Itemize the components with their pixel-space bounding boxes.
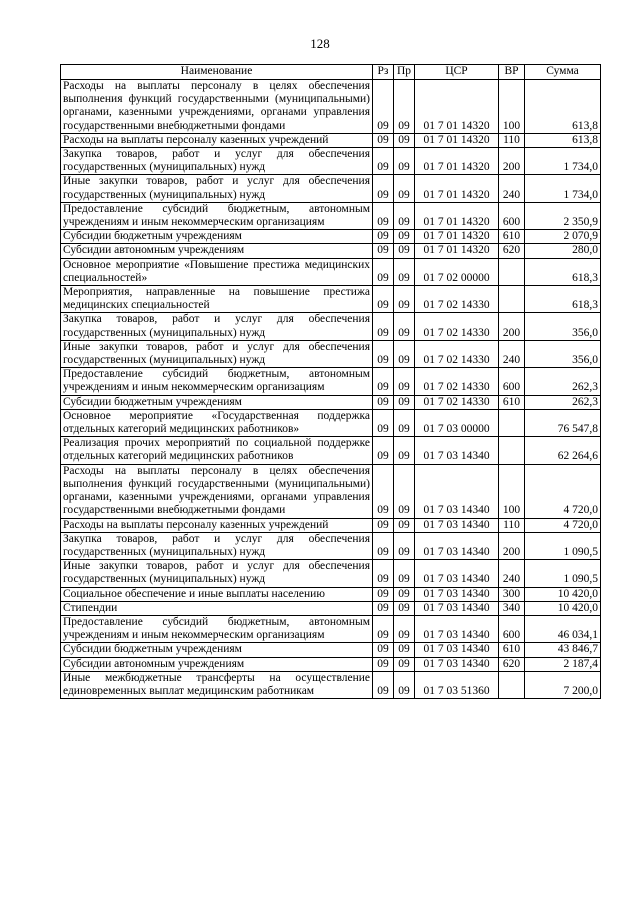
header-vr: ВР — [499, 65, 525, 80]
row-rz-cell: 09 — [373, 409, 394, 436]
row-sum-cell: 10 420,0 — [525, 587, 601, 601]
row-pr-cell: 09 — [394, 244, 415, 258]
row-rz-cell: 09 — [373, 133, 394, 147]
row-name-cell: Иные межбюджетные трансферты на осуществление единовременных выплат медицинским работникам — [61, 671, 373, 698]
row-name-cell: Стипендии — [61, 601, 373, 615]
row-vr-cell — [499, 286, 525, 313]
row-pr-cell: 09 — [394, 313, 415, 340]
row-pr-cell: 09 — [394, 148, 415, 175]
row-name-cell: Расходы на выплаты персоналу в целях обеспечения выполнения функций государственными (муниципальными) органами, казенными учреждениями, органами управления государственными внебюджетными фондами — [61, 464, 373, 518]
row-rz-cell: 09 — [373, 368, 394, 395]
row-csr-cell: 01 7 02 14330 — [415, 286, 499, 313]
row-csr-cell: 01 7 01 14320 — [415, 202, 499, 229]
row-rz-cell: 09 — [373, 437, 394, 464]
table-row — [61, 202, 601, 229]
row-vr-cell: 240 — [499, 340, 525, 367]
row-sum-cell: 618,3 — [525, 258, 601, 285]
row-sum-cell: 76 547,8 — [525, 409, 601, 436]
table-header-row — [61, 65, 601, 80]
table-row — [61, 409, 601, 436]
row-sum-cell: 356,0 — [525, 313, 601, 340]
row-sum-cell: 7 200,0 — [525, 671, 601, 698]
row-pr-cell: 09 — [394, 133, 415, 147]
row-rz-cell: 09 — [373, 80, 394, 134]
row-name-cell: Социальное обеспечение и иные выплаты населению — [61, 587, 373, 601]
row-csr-cell: 01 7 02 00000 — [415, 258, 499, 285]
header-name: Наименование — [61, 65, 373, 80]
row-csr-cell: 01 7 03 14340 — [415, 560, 499, 587]
row-csr-cell: 01 7 02 14330 — [415, 340, 499, 367]
row-csr-cell: 01 7 01 14320 — [415, 133, 499, 147]
row-vr-cell: 200 — [499, 148, 525, 175]
table-row — [61, 601, 601, 615]
row-pr-cell: 09 — [394, 395, 415, 409]
row-name-cell: Расходы на выплаты персоналу казенных учреждений — [61, 133, 373, 147]
row-vr-cell: 200 — [499, 532, 525, 559]
row-pr-cell: 09 — [394, 340, 415, 367]
row-vr-cell — [499, 258, 525, 285]
row-rz-cell: 09 — [373, 244, 394, 258]
header-pr: Пр — [394, 65, 415, 80]
row-name-cell: Закупка товаров, работ и услуг для обеспечения государственных (муниципальных) нужд — [61, 532, 373, 559]
row-csr-cell: 01 7 02 14330 — [415, 313, 499, 340]
row-csr-cell: 01 7 02 14330 — [415, 395, 499, 409]
row-sum-cell: 43 846,7 — [525, 643, 601, 657]
row-sum-cell: 262,3 — [525, 395, 601, 409]
table-row — [61, 148, 601, 175]
row-pr-cell: 09 — [394, 286, 415, 313]
row-pr-cell: 09 — [394, 587, 415, 601]
table-row — [61, 587, 601, 601]
row-pr-cell: 09 — [394, 409, 415, 436]
row-sum-cell: 62 264,6 — [525, 437, 601, 464]
row-vr-cell: 100 — [499, 80, 525, 134]
row-name-cell: Закупка товаров, работ и услуг для обеспечения государственных (муниципальных) нужд — [61, 148, 373, 175]
row-csr-cell: 01 7 01 14320 — [415, 230, 499, 244]
row-vr-cell: 610 — [499, 395, 525, 409]
row-csr-cell: 01 7 03 14340 — [415, 587, 499, 601]
table-row — [61, 532, 601, 559]
row-vr-cell: 620 — [499, 244, 525, 258]
row-csr-cell: 01 7 03 14340 — [415, 601, 499, 615]
row-vr-cell: 200 — [499, 313, 525, 340]
row-vr-cell: 610 — [499, 643, 525, 657]
row-sum-cell: 1 090,5 — [525, 560, 601, 587]
table-row — [61, 286, 601, 313]
row-rz-cell: 09 — [373, 313, 394, 340]
row-name-cell: Иные закупки товаров, работ и услуг для обеспечения государственных (муниципальных) нужд — [61, 175, 373, 202]
row-sum-cell: 2 187,4 — [525, 657, 601, 671]
table-row — [61, 437, 601, 464]
row-vr-cell: 600 — [499, 368, 525, 395]
row-pr-cell: 09 — [394, 532, 415, 559]
row-pr-cell: 09 — [394, 464, 415, 518]
row-pr-cell: 09 — [394, 368, 415, 395]
row-rz-cell: 09 — [373, 643, 394, 657]
row-name-cell: Реализация прочих мероприятий по социальной поддержке отдельных категорий медицинских работников — [61, 437, 373, 464]
row-vr-cell: 240 — [499, 560, 525, 587]
row-csr-cell: 01 7 03 51360 — [415, 671, 499, 698]
row-sum-cell: 1 090,5 — [525, 532, 601, 559]
row-rz-cell: 09 — [373, 601, 394, 615]
row-rz-cell: 09 — [373, 587, 394, 601]
row-pr-cell: 09 — [394, 175, 415, 202]
row-pr-cell: 09 — [394, 437, 415, 464]
row-vr-cell: 620 — [499, 657, 525, 671]
table-row — [61, 230, 601, 244]
table-body — [61, 80, 601, 699]
page-number: 128 — [310, 36, 330, 51]
header-rz: Рз — [373, 65, 394, 80]
row-rz-cell: 09 — [373, 518, 394, 532]
row-rz-cell: 09 — [373, 560, 394, 587]
row-csr-cell: 01 7 01 14320 — [415, 80, 499, 134]
row-name-cell: Основное мероприятие «Государственная поддержка отдельных категорий медицинских работников» — [61, 409, 373, 436]
table-row — [61, 133, 601, 147]
row-csr-cell: 01 7 01 14320 — [415, 148, 499, 175]
row-csr-cell: 01 7 02 14330 — [415, 368, 499, 395]
row-csr-cell: 01 7 03 14340 — [415, 464, 499, 518]
row-pr-cell: 09 — [394, 80, 415, 134]
row-name-cell: Расходы на выплаты персоналу казенных учреждений — [61, 518, 373, 532]
row-csr-cell: 01 7 01 14320 — [415, 244, 499, 258]
row-rz-cell: 09 — [373, 202, 394, 229]
row-csr-cell: 01 7 03 14340 — [415, 615, 499, 642]
table-row — [61, 464, 601, 518]
row-pr-cell: 09 — [394, 643, 415, 657]
row-name-cell: Субсидии автономным учреждениям — [61, 244, 373, 258]
row-pr-cell: 09 — [394, 601, 415, 615]
row-sum-cell: 262,3 — [525, 368, 601, 395]
table-row — [61, 657, 601, 671]
budget-table — [60, 64, 601, 699]
row-vr-cell: 340 — [499, 601, 525, 615]
header-csr: ЦСР — [415, 65, 499, 80]
row-rz-cell: 09 — [373, 258, 394, 285]
table-row — [61, 340, 601, 367]
row-vr-cell: 600 — [499, 202, 525, 229]
row-csr-cell: 01 7 03 14340 — [415, 518, 499, 532]
row-rz-cell: 09 — [373, 230, 394, 244]
row-name-cell: Субсидии автономным учреждениям — [61, 657, 373, 671]
row-rz-cell: 09 — [373, 286, 394, 313]
row-name-cell: Основное мероприятие «Повышение престижа медицинских специальностей» — [61, 258, 373, 285]
row-sum-cell: 10 420,0 — [525, 601, 601, 615]
row-rz-cell: 09 — [373, 340, 394, 367]
row-name-cell: Субсидии бюджетным учреждениям — [61, 230, 373, 244]
row-pr-cell: 09 — [394, 560, 415, 587]
row-pr-cell: 09 — [394, 657, 415, 671]
row-vr-cell — [499, 671, 525, 698]
row-sum-cell: 356,0 — [525, 340, 601, 367]
table-row — [61, 395, 601, 409]
row-name-cell: Субсидии бюджетным учреждениям — [61, 395, 373, 409]
row-name-cell: Иные закупки товаров, работ и услуг для обеспечения государственных (муниципальных) нужд — [61, 340, 373, 367]
header-sum: Сумма — [525, 65, 601, 80]
row-vr-cell — [499, 437, 525, 464]
row-pr-cell: 09 — [394, 202, 415, 229]
row-pr-cell: 09 — [394, 671, 415, 698]
row-rz-cell: 09 — [373, 671, 394, 698]
row-pr-cell: 09 — [394, 518, 415, 532]
row-sum-cell: 613,8 — [525, 80, 601, 134]
row-rz-cell: 09 — [373, 657, 394, 671]
row-vr-cell: 110 — [499, 518, 525, 532]
row-pr-cell: 09 — [394, 230, 415, 244]
row-sum-cell: 2 070,9 — [525, 230, 601, 244]
row-csr-cell: 01 7 03 14340 — [415, 657, 499, 671]
row-vr-cell: 600 — [499, 615, 525, 642]
table-row — [61, 671, 601, 698]
row-vr-cell: 100 — [499, 464, 525, 518]
row-sum-cell: 280,0 — [525, 244, 601, 258]
row-name-cell: Предоставление субсидий бюджетным, автономным учреждениям и иным некоммерческим организациям — [61, 202, 373, 229]
row-sum-cell: 4 720,0 — [525, 518, 601, 532]
table-row — [61, 368, 601, 395]
row-rz-cell: 09 — [373, 148, 394, 175]
row-vr-cell — [499, 409, 525, 436]
row-csr-cell: 01 7 01 14320 — [415, 175, 499, 202]
row-vr-cell: 610 — [499, 230, 525, 244]
table-row — [61, 560, 601, 587]
row-name-cell: Мероприятия, направленные на повышение престижа медицинских специальностей — [61, 286, 373, 313]
row-sum-cell: 1 734,0 — [525, 148, 601, 175]
row-vr-cell: 300 — [499, 587, 525, 601]
row-name-cell: Предоставление субсидий бюджетным, автономным учреждениям и иным некоммерческим организациям — [61, 368, 373, 395]
row-sum-cell: 613,8 — [525, 133, 601, 147]
row-pr-cell: 09 — [394, 615, 415, 642]
row-rz-cell: 09 — [373, 464, 394, 518]
row-rz-cell: 09 — [373, 615, 394, 642]
table-row — [61, 643, 601, 657]
table-row — [61, 80, 601, 134]
row-pr-cell: 09 — [394, 258, 415, 285]
row-name-cell: Предоставление субсидий бюджетным, автономным учреждениям и иным некоммерческим организациям — [61, 615, 373, 642]
table-row — [61, 258, 601, 285]
row-name-cell: Иные закупки товаров, работ и услуг для обеспечения государственных (муниципальных) нужд — [61, 560, 373, 587]
table-row — [61, 615, 601, 642]
row-csr-cell: 01 7 03 14340 — [415, 437, 499, 464]
table-row — [61, 175, 601, 202]
row-name-cell: Закупка товаров, работ и услуг для обеспечения государственных (муниципальных) нужд — [61, 313, 373, 340]
row-rz-cell: 09 — [373, 395, 394, 409]
row-csr-cell: 01 7 03 14340 — [415, 643, 499, 657]
table-row — [61, 313, 601, 340]
row-sum-cell: 1 734,0 — [525, 175, 601, 202]
row-name-cell: Субсидии бюджетным учреждениям — [61, 643, 373, 657]
row-sum-cell: 4 720,0 — [525, 464, 601, 518]
row-sum-cell: 2 350,9 — [525, 202, 601, 229]
row-sum-cell: 46 034,1 — [525, 615, 601, 642]
row-csr-cell: 01 7 03 00000 — [415, 409, 499, 436]
row-sum-cell: 618,3 — [525, 286, 601, 313]
row-vr-cell: 110 — [499, 133, 525, 147]
row-vr-cell: 240 — [499, 175, 525, 202]
table-row — [61, 244, 601, 258]
row-rz-cell: 09 — [373, 175, 394, 202]
row-rz-cell: 09 — [373, 532, 394, 559]
row-csr-cell: 01 7 03 14340 — [415, 532, 499, 559]
row-name-cell: Расходы на выплаты персоналу в целях обеспечения выполнения функций государственными (муниципальными) органами, казенными учреждениями, органами управления государственными внебюджетными фондами — [61, 80, 373, 134]
table-row — [61, 518, 601, 532]
